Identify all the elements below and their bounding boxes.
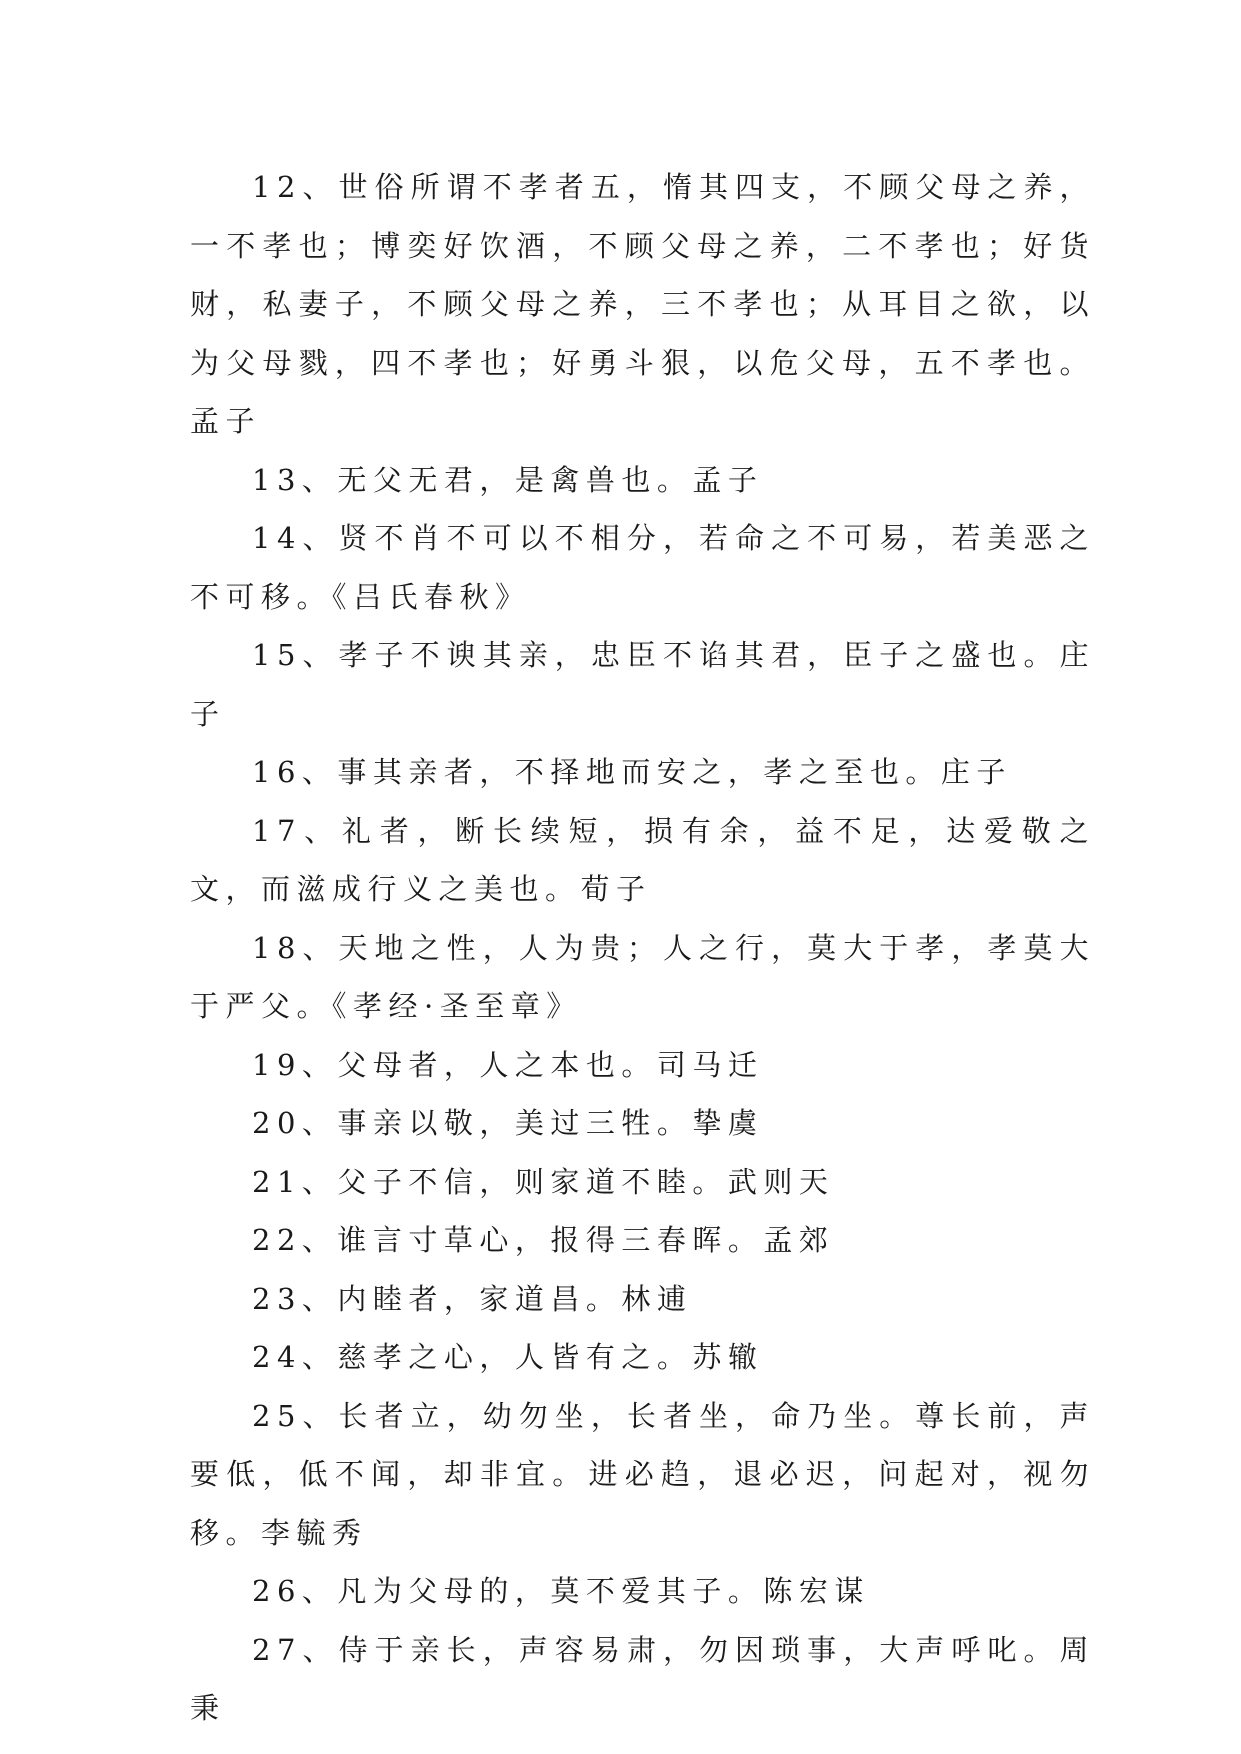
quote-paragraph-24: 24、慈孝之心，人皆有之。苏辙 <box>252 1340 764 1374</box>
quote-paragraph-18: 18、天地之性，人为贵；人之行，莫大于孝，孝莫大于严父。《孝经·圣至章》 <box>190 930 1095 1023</box>
quote-paragraph-22: 22、谁言寸草心，报得三春晖。孟郊 <box>252 1223 835 1257</box>
quote-paragraph-14: 14、贤不肖不可以不相分，若命之不可易，若美恶之不可移。《吕氏春秋》 <box>190 521 1095 614</box>
quote-paragraph-27: 27、侍于亲长，声容易肃，勿因琐事，大声呼叱。周秉 <box>190 1632 1095 1725</box>
quote-paragraph-16: 16、事其亲者，不择地而安之，孝之至也。庄子 <box>252 755 1012 789</box>
quote-paragraph-17: 17、礼者，断长续短，损有余，益不足，达爱敬之文，而滋成行义之美也。荀子 <box>190 813 1095 906</box>
quote-paragraph-19: 19、父母者，人之本也。司马迁 <box>252 1047 764 1082</box>
quote-paragraph-12: 12、世俗所谓不孝者五，惰其四支，不顾父母之养，一不孝也；博奕好饮酒，不顾父母之养，二不孝也；好货财，私妻子，不顾父母之养，三不孝也；从耳目之欲，以为父母戮，四不孝也；好勇斗狠，以危父母，五不孝也。孟子 <box>190 170 1095 438</box>
quote-paragraph-20: 20、事亲以敬，美过三牲。挚虞 <box>252 1106 764 1140</box>
quote-paragraph-26: 26、凡为父母的，莫不爱其子。陈宏谋 <box>252 1574 870 1608</box>
quote-paragraph-15: 15、孝子不谀其亲，忠臣不谄其君，臣子之盛也。庄子 <box>190 638 1095 731</box>
quote-paragraph-23: 23、内睦者，家道昌。林逋 <box>252 1281 693 1316</box>
quote-paragraph-25: 25、长者立，幼勿坐，长者坐，命乃坐。尊长前，声要低，低不闻，却非宜。进必趋，退必迟，问起对，视勿移。李毓秀 <box>190 1398 1095 1550</box>
document-page <box>190 158 1095 1738</box>
quote-paragraph-13: 13、无父无君，是禽兽也。孟子 <box>252 462 764 497</box>
quote-paragraph-21: 21、父子不信，则家道不睦。武则天 <box>252 1164 835 1199</box>
